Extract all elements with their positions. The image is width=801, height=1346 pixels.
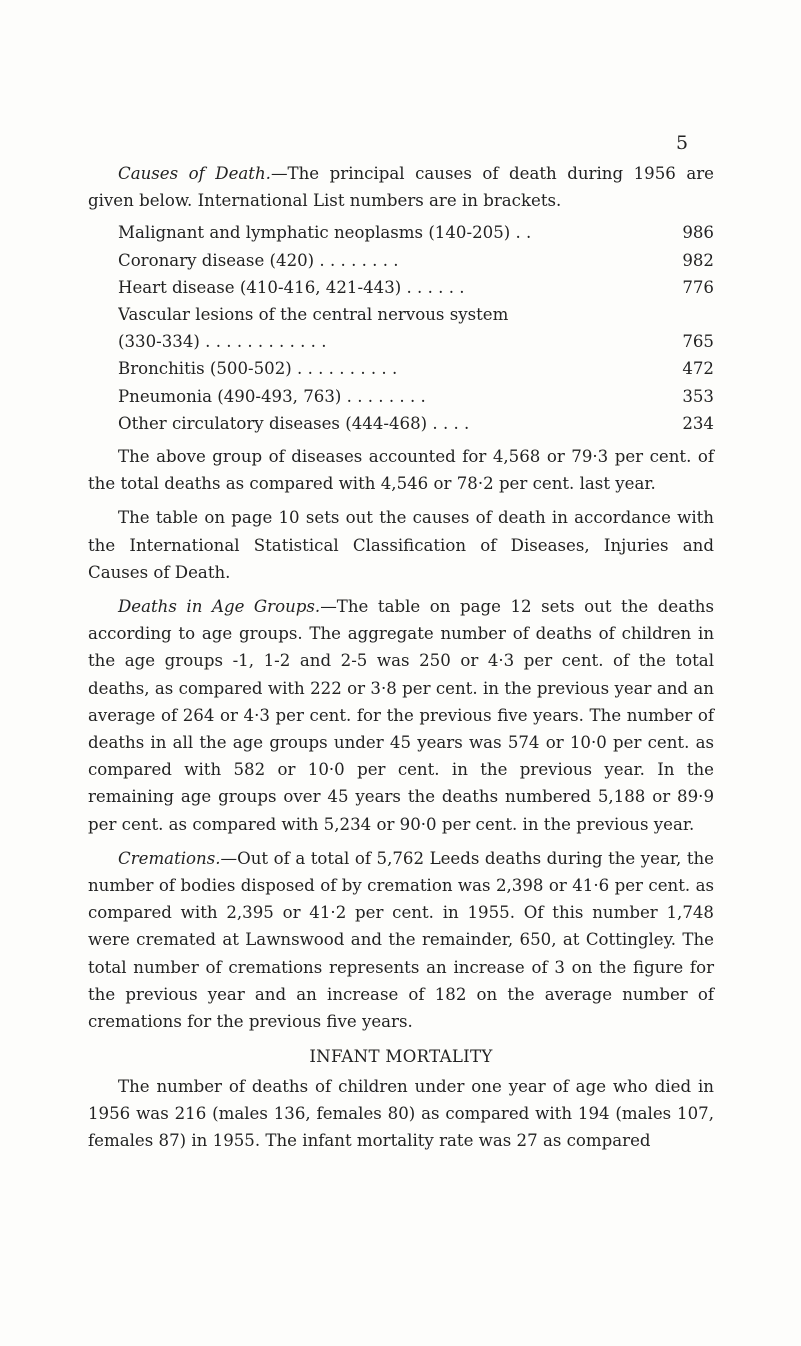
cause-label: Other circulatory diseases (444-468) . . . . bbox=[118, 413, 470, 433]
cause-count: 982 bbox=[682, 250, 714, 270]
cause-label: Vascular lesions of the central nervous system bbox=[118, 305, 509, 325]
causes-heading: Causes of Death. bbox=[118, 164, 271, 183]
table-row bbox=[118, 301, 714, 328]
group-total-paragraph: The above group of diseases accounted for 4,568 or 79·3 per cent. of the total deaths as compared with 4,546 or 78·2 per cent. last year. bbox=[88, 447, 714, 494]
cremations-text: —Out of a total of 5,762 Leeds deaths during the year, the number of bodies disposed of by cremation was 2,398 or 41·6 per cent. as compared with 2,395 or 41·2 per cent. in 1955. Of this number 1,748 were cremated at Lawnswood and the remainder, 650, at Cottingley. The total number of cremations represents an increase of 3 on the figure for the previous year and an increase of 182 on the average number of cremations for the previous five years. bbox=[88, 848, 714, 1032]
table-row bbox=[118, 410, 714, 437]
table-row bbox=[118, 219, 714, 246]
table-row bbox=[118, 274, 714, 301]
cause-label: Malignant and lymphatic neoplasms (140-205) . . bbox=[118, 223, 532, 243]
table-reference-paragraph: The table on page 10 sets out the causes of death in accordance with the International Statistical Classification of Diseases, Injuries and Causes of Death. bbox=[88, 508, 714, 582]
page-body bbox=[88, 160, 714, 1154]
cause-count: 776 bbox=[682, 277, 714, 297]
infant-mortality-paragraph: The number of deaths of children under one year of age who died in 1956 was 216 (males 136, females 80) as compared with 194 (males 107, females 87) in 1955. The infant mortality rate was 27 as compared bbox=[88, 1076, 714, 1150]
age-groups-text: —The table on page 12 sets out the deaths according to age groups. The aggregate number of deaths of children in the age groups -1, 1-2 and 2-5 was 250 or 4·3 per cent. of the total deaths, as compared with 222 or 3·8 per cent. in the previous year and an average of 264 or 4·3 per cent. for the previous five years. The number of deaths in all the age groups under 45 years was 574 or 10·0 per cent. as compared with 582 or 10·0 per cent. in the previous year. In the remaining age groups over 45 years the deaths numbered 5,188 or 89·9 per cent. as compared with 5,234 or 90·0 per cent. in the previous year. bbox=[88, 597, 714, 834]
cause-count: 353 bbox=[682, 386, 714, 406]
age-groups-paragraph bbox=[88, 593, 714, 838]
cause-label: Bronchitis (500-502) . . . . . . . . . . bbox=[118, 359, 398, 379]
cause-label: Coronary disease (420) . . . . . . . . bbox=[118, 250, 399, 270]
cause-count: 986 bbox=[682, 223, 714, 243]
cause-count bbox=[670, 301, 714, 328]
causes-table bbox=[118, 219, 714, 437]
infant-mortality-heading: INFANT MORTALITY bbox=[309, 1047, 493, 1067]
table-row bbox=[118, 383, 714, 410]
cremations-heading: Cremations. bbox=[118, 848, 221, 868]
age-groups-heading: Deaths in Age Groups. bbox=[118, 597, 321, 617]
causes-intro-text: —The principal causes of death during 1956 are given below. International List numbers are in brackets. bbox=[88, 164, 714, 211]
table-row bbox=[118, 328, 714, 355]
cause-label: Heart disease (410-416, 421-443) . . . . . . bbox=[118, 277, 465, 297]
table-row bbox=[118, 355, 714, 382]
table-row bbox=[118, 247, 714, 274]
causes-intro-paragraph bbox=[88, 160, 714, 214]
cause-count: 765 bbox=[682, 332, 714, 352]
cause-label: (330-334) . . . . . . . . . . . . bbox=[118, 332, 327, 352]
cause-count: 472 bbox=[682, 359, 714, 379]
cause-label: Pneumonia (490-493, 763) . . . . . . . . bbox=[118, 386, 426, 406]
cremations-paragraph bbox=[88, 845, 714, 1035]
cause-count: 234 bbox=[682, 413, 714, 433]
page-number: 5 bbox=[676, 132, 689, 154]
